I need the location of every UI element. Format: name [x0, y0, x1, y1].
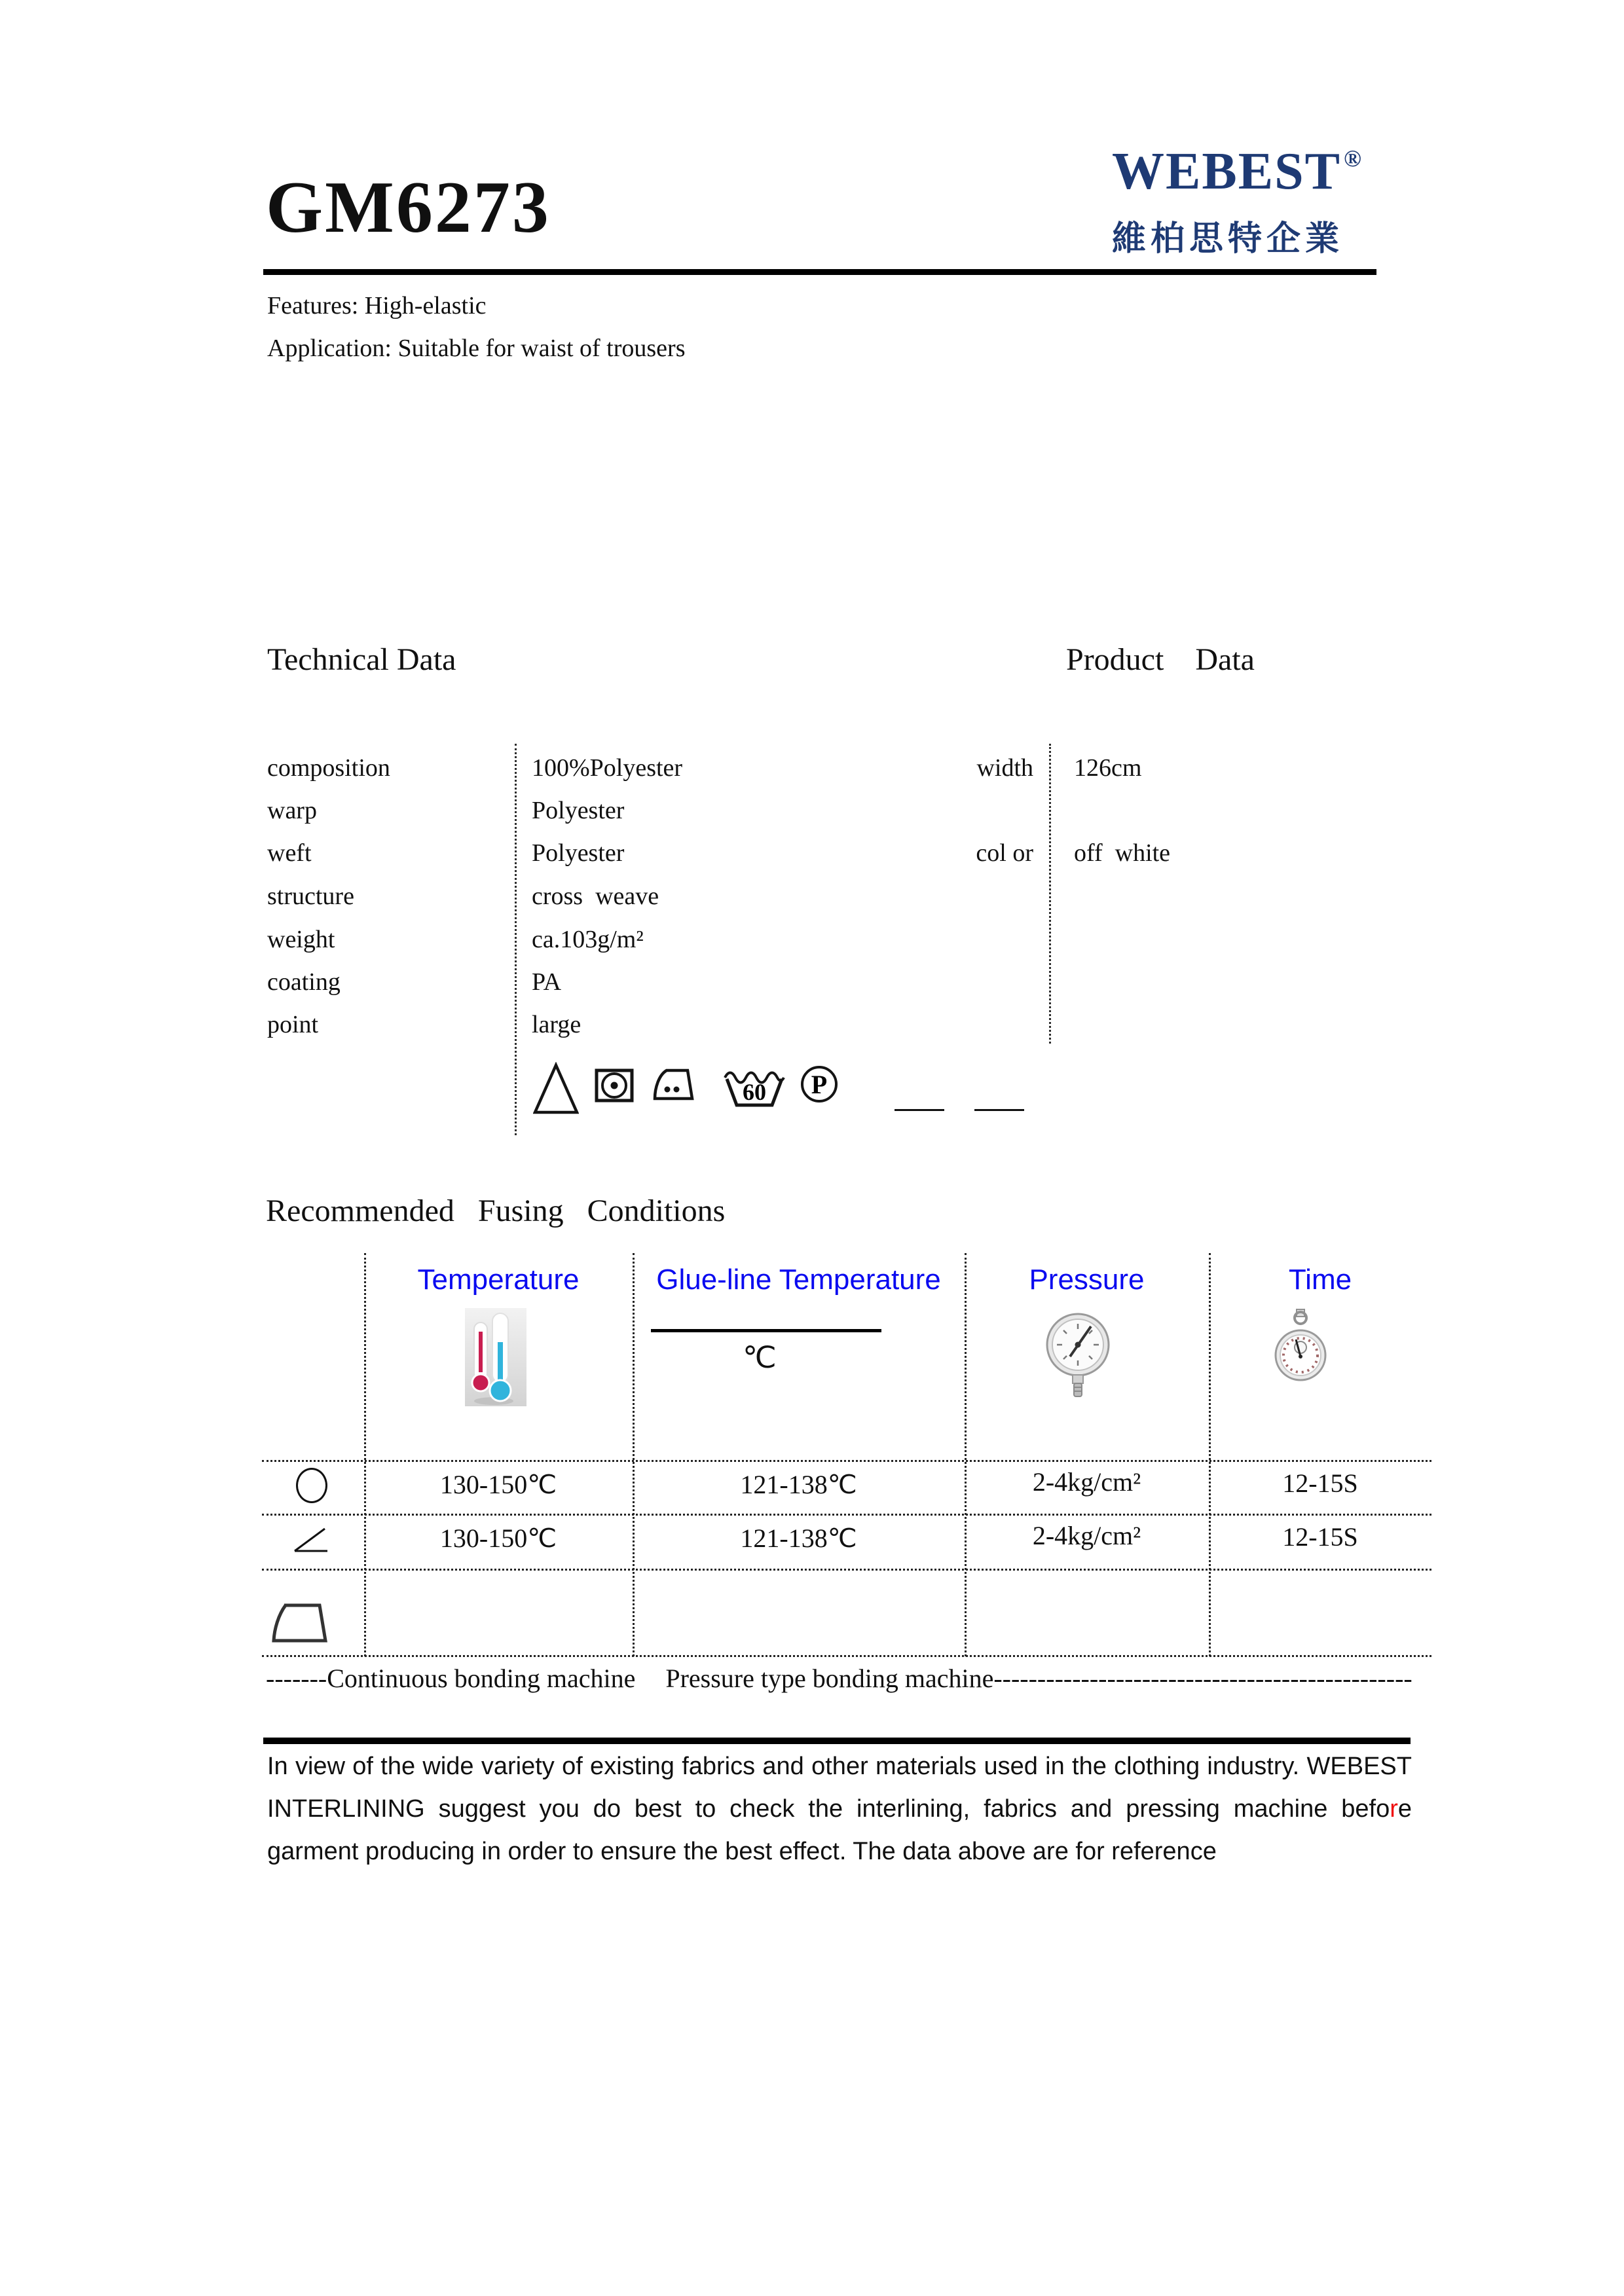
- caption-continuous: -------Continuous bonding machine: [266, 1664, 636, 1693]
- registered-trademark-symbol: ®: [1343, 145, 1363, 172]
- iron-two-dots-icon: [647, 1065, 695, 1102]
- blank-field-line: [895, 1109, 944, 1111]
- fusing-cell-pressure: 2-4kg/cm²: [1032, 1467, 1141, 1497]
- fusing-table-vline: [1209, 1253, 1211, 1656]
- glue-line-underline: [651, 1329, 881, 1332]
- header-divider: [263, 269, 1376, 275]
- wash-60-icon: [723, 1066, 786, 1109]
- fusing-table-vline: [633, 1253, 635, 1656]
- hand-iron-icon: [268, 1596, 330, 1650]
- tech-row-label: structure: [267, 883, 354, 910]
- page-title: GM6273: [266, 167, 551, 248]
- technical-table-separator: [515, 744, 517, 1135]
- disclaimer-red-letter: r: [1390, 1795, 1398, 1823]
- features-line: Features: High-elastic: [267, 292, 487, 319]
- thermometer-icon: [465, 1308, 526, 1415]
- disclaimer-paragraph: [267, 1745, 1412, 1873]
- tumble-dry-icon: [595, 1068, 634, 1102]
- column-header-pressure: Pressure: [1029, 1264, 1145, 1296]
- tech-row-value: large: [532, 1011, 581, 1038]
- tech-row-label: coating: [267, 968, 341, 996]
- dry-clean-letter: P: [811, 1070, 828, 1099]
- brand-name: WEBEST: [1112, 143, 1341, 200]
- fusing-cell-time: 12-15S: [1282, 1522, 1358, 1552]
- width-label: width: [976, 754, 1033, 782]
- color-label: col or: [976, 839, 1033, 867]
- dry-clean-p-icon: [799, 1065, 840, 1104]
- blank-field-line: [974, 1109, 1024, 1111]
- fusing-cell-glue-line: 121-138℃: [740, 1470, 857, 1499]
- tech-row-label: weight: [267, 926, 335, 953]
- fusing-cell-pressure: 2-4kg/cm²: [1032, 1521, 1141, 1550]
- tech-row-label: weft: [267, 839, 312, 867]
- brand-wordmark: [1112, 144, 1374, 208]
- fusing-conditions-title: Recommended Fusing Conditions: [266, 1194, 726, 1228]
- column-header-temperature: Temperature: [417, 1264, 580, 1296]
- tech-row-label: composition: [267, 754, 390, 782]
- tech-row-value: PA: [532, 968, 562, 996]
- disclaimer-line2-end: e: [1397, 1795, 1412, 1823]
- width-value: 126cm: [1074, 754, 1142, 782]
- disclaimer-line3: garment producing in order to ensure the best effect. The data above are for reference: [267, 1838, 1217, 1865]
- tech-row-value: cross weave: [532, 883, 659, 910]
- footer-divider: [263, 1738, 1411, 1744]
- row-symbol-circle: [296, 1468, 327, 1503]
- fusing-table-vline: [965, 1253, 967, 1656]
- column-header-glue-line: Glue-line Temperature: [656, 1264, 941, 1296]
- brand-logo: [1112, 144, 1374, 260]
- glue-line-unit: ℃: [743, 1341, 777, 1374]
- fusing-table-hline: [262, 1460, 1431, 1462]
- pressure-gauge-icon: [1045, 1309, 1113, 1402]
- tech-row-value: Polyester: [532, 797, 625, 824]
- column-header-time: Time: [1288, 1264, 1352, 1296]
- fusing-cell-time: 12-15S: [1282, 1468, 1358, 1498]
- machine-caption: [266, 1663, 1412, 1694]
- tech-row-label: warp: [267, 797, 317, 824]
- tech-row-value: ca.103g/m²: [532, 926, 644, 953]
- fusing-table-hline: [262, 1569, 1431, 1571]
- color-value: off white: [1074, 839, 1171, 867]
- technical-data-title: Technical Data: [267, 642, 456, 677]
- application-line: Application: Suitable for waist of trousers: [267, 335, 686, 362]
- tech-row-value: 100%Polyester: [532, 754, 683, 782]
- bleach-triangle-icon: [533, 1062, 579, 1116]
- fusing-cell-glue-line: 121-138℃: [740, 1523, 857, 1553]
- fusing-cell-temperature: 130-150℃: [439, 1523, 557, 1553]
- caption-pressure-type: Pressure type bonding machine: [665, 1664, 994, 1693]
- wash-temp-label: 60: [743, 1079, 766, 1105]
- product-data-title: Product Data: [1066, 642, 1255, 677]
- fusing-cell-temperature: 130-150℃: [439, 1470, 557, 1499]
- disclaimer-line2-text: INTERLINING suggest you do best to check the interlining, fabrics and pressing machine befo: [267, 1795, 1390, 1823]
- fusing-table-hline: [262, 1655, 1431, 1657]
- fusing-table-hline: [262, 1514, 1431, 1516]
- product-table-separator: [1049, 744, 1051, 1044]
- caption-trailing-dashes: ------------------------------------------------: [993, 1664, 1412, 1693]
- disclaimer-line2: [267, 1788, 1412, 1831]
- disclaimer-line1: In view of the wide variety of existing fabrics and other materials used in the clothing industry. WEBEST: [267, 1753, 1412, 1780]
- tech-row-value: Polyester: [532, 839, 625, 867]
- brand-chinese-name: 維柏思特企業: [1112, 220, 1344, 258]
- row-symbol-angle: [292, 1524, 330, 1554]
- fusing-table-vline: [364, 1253, 366, 1656]
- stopwatch-icon: [1273, 1308, 1328, 1391]
- tech-row-label: point: [267, 1011, 319, 1038]
